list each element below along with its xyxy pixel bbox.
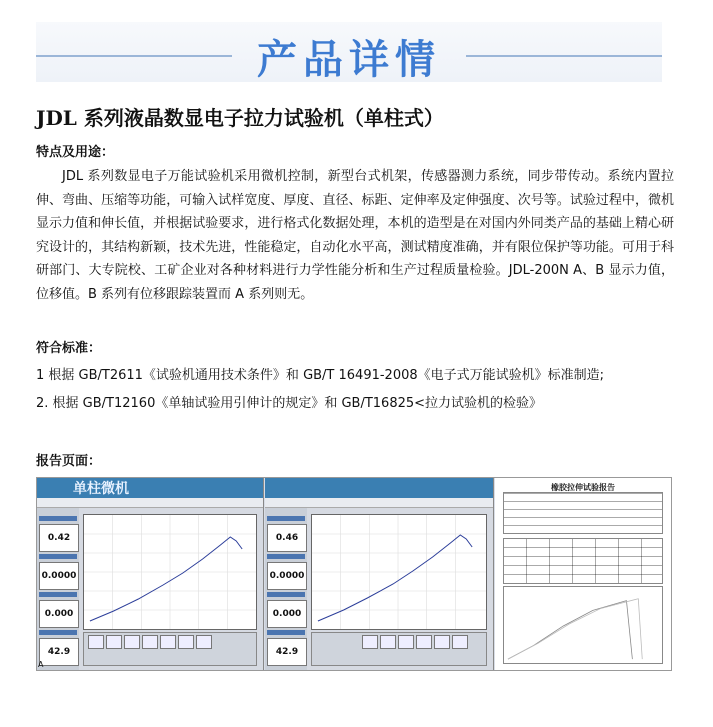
report-results-table — [503, 538, 663, 584]
speed-readout: 42.9 — [39, 638, 79, 666]
panel-2-titlebar — [265, 478, 493, 498]
software-panel-1 — [37, 478, 264, 670]
readout-column — [37, 508, 79, 670]
report-heading: 报告页面： — [36, 454, 102, 469]
report-curve-chart — [503, 586, 663, 664]
features-paragraph — [36, 165, 674, 307]
curve-plot — [83, 514, 257, 630]
test-report-page — [495, 478, 671, 670]
product-title: JDL 系列液晶数显电子拉力试验机（单柱式） — [36, 106, 444, 130]
standards-heading: 符合标准： — [36, 341, 102, 356]
elongation-readout: 0.000 — [39, 600, 79, 628]
banner-rule-right — [466, 55, 662, 57]
standard-item-1: 1 根据 GB/T2611《试验机通用技术条件》和 GB/T 16491-2008《电子式万能试验机》标准制造; — [36, 368, 605, 383]
control-bar — [83, 632, 257, 666]
section-banner — [36, 22, 662, 82]
menu-bar-2 — [265, 498, 493, 508]
force-readout-2: 0.46 — [267, 524, 307, 552]
screenshot-banner-text: 单柱微机 — [37, 478, 263, 498]
elongation-readout-2: 0.000 — [267, 600, 307, 628]
control-bar-2 — [311, 632, 487, 666]
standard-item-2: 2. 根据 GB/T12160《单轴试验用引伸计的规定》和 GB/T16825<拉力试验机的检验》 — [36, 396, 543, 411]
curve-plot-2 — [311, 514, 487, 630]
features-heading: 特点及用途： — [36, 145, 115, 160]
features-text: JDL 系列数显电子万能试验机采用微机控制，新型台式机架，传感器测力系统，同步带传动。系统内置拉伸、弯曲、压缩等功能，可输入试样宽度、厚度、直径、标距、定伸率及定伸强度、次号等。试验过程中，微机显示力值和伸长值，并根据试验要求，进行格式化数据处理，本机的造型是在对国内外同类产品的基础上精心研究设计的，其结构新颖，技术先进，性能稳定，自动化水平高，测试精度准确，并有限位保护等功能。可用于科研部门、大专院校、工矿企业对各种材料进行力学性能分析和生产过程质量检验。JDL-200N A、B 显示力值，位移值。B 系列有位移跟踪装置而 A 系列则无。 — [36, 169, 674, 302]
report-info-grid — [503, 492, 663, 534]
force-readout: 0.42 — [39, 524, 79, 552]
banner-title: 产品详情 — [257, 37, 441, 83]
displacement-readout: 0.0000 — [39, 562, 79, 590]
corner-mark: A — [38, 660, 44, 669]
report-screenshot — [36, 477, 672, 671]
speed-readout-2: 42.9 — [267, 638, 307, 666]
report-title: 橡胶拉伸试验报告 — [551, 483, 615, 492]
menu-bar — [37, 498, 263, 508]
software-panel-2 — [265, 478, 494, 670]
displacement-readout-2: 0.0000 — [267, 562, 307, 590]
readout-column-2 — [265, 508, 307, 670]
